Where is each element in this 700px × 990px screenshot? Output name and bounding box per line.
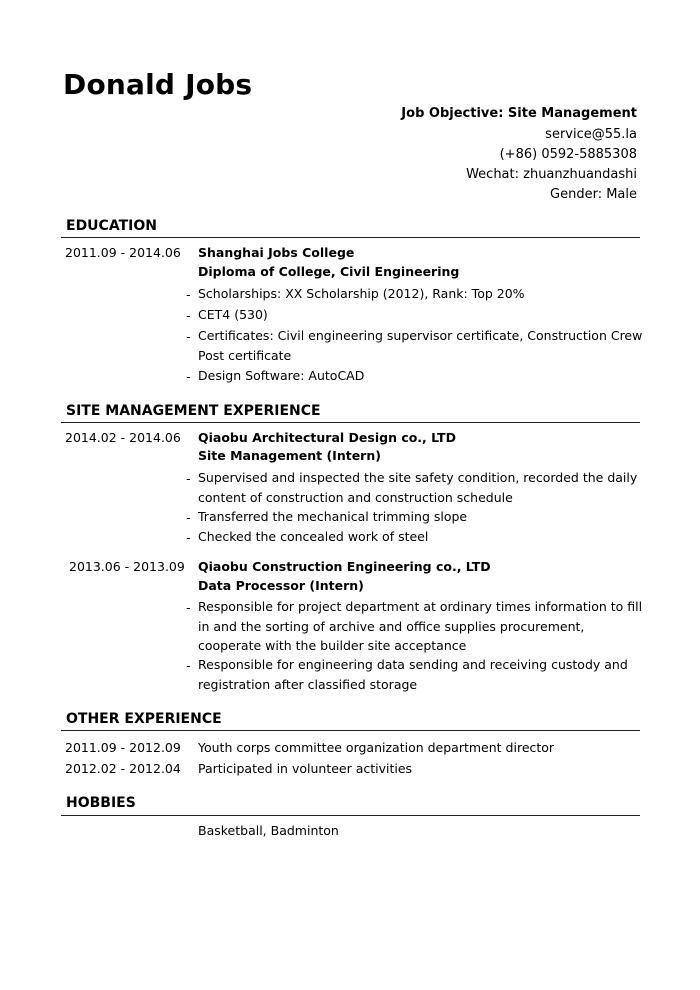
- other-experience-divider: [61, 730, 640, 731]
- job-bullet: Responsible for project department at ordinary times information to fill in and the sorting of archive and office supplies procurement, cooperate with the builder site acceptance: [198, 599, 643, 653]
- site-experience-divider: [61, 422, 640, 423]
- hobbies-heading: HOBBIES: [66, 795, 136, 811]
- bullet-dash: -: [186, 530, 191, 545]
- education-school: Shanghai Jobs College: [198, 245, 355, 260]
- job-date: 2013.06 - 2013.09: [69, 559, 185, 574]
- education-bullet: Design Software: AutoCAD: [198, 368, 365, 383]
- job-date: 2014.02 - 2014.06: [65, 430, 181, 445]
- job-role: Data Processor (Intern): [198, 578, 364, 593]
- other-text: Youth corps committee organization department director: [198, 740, 555, 755]
- gender: Gender: Male: [550, 187, 637, 202]
- bullet-dash: -: [186, 308, 191, 323]
- job-bullet: Transferred the mechanical trimming slope: [198, 509, 468, 524]
- wechat: Wechat: zhuanzhuandashi: [466, 167, 637, 182]
- bullet-dash: -: [186, 369, 191, 384]
- bullet-dash: -: [186, 329, 191, 344]
- education-bullet: CET4 (530): [198, 307, 268, 322]
- site-experience-heading: SITE MANAGEMENT EXPERIENCE: [66, 403, 321, 419]
- hobbies-text: Basketball, Badminton: [198, 823, 339, 838]
- other-date: 2012.02 - 2012.04: [65, 761, 181, 776]
- job-company: Qiaobu Architectural Design co., LTD: [198, 430, 456, 445]
- phone: (+86) 0592-5885308: [499, 147, 637, 162]
- hobbies-divider: [61, 815, 640, 816]
- other-date: 2011.09 - 2012.09: [65, 740, 181, 755]
- bullet-dash: -: [186, 287, 191, 302]
- other-text: Participated in volunteer activities: [198, 761, 413, 776]
- education-date: 2011.09 - 2014.06: [65, 245, 181, 260]
- education-degree: Diploma of College, Civil Engineering: [198, 264, 460, 279]
- resume-name: Donald Jobs: [63, 68, 253, 101]
- education-heading: EDUCATION: [66, 218, 157, 234]
- job-bullet: Responsible for engineering data sending and receiving custody and registration after classified storage: [198, 657, 628, 692]
- job-company: Qiaobu Construction Engineering co., LTD: [198, 559, 491, 574]
- job-bullet: Supervised and inspected the site safety condition, recorded the daily content of construction and construction schedule: [198, 470, 638, 505]
- email: service@55.la: [545, 127, 637, 142]
- bullet-dash: -: [186, 510, 191, 525]
- bullet-dash: -: [186, 658, 191, 673]
- other-experience-heading: OTHER EXPERIENCE: [66, 711, 222, 727]
- education-divider: [61, 237, 640, 238]
- education-bullet: Scholarships: XX Scholarship (2012), Rank: Top 20%: [198, 286, 525, 301]
- education-bullet: Certificates: Civil engineering supervisor certificate, Construction Crew Post certificate: [198, 328, 643, 363]
- bullet-dash: -: [186, 600, 191, 615]
- bullet-dash: -: [186, 471, 191, 486]
- job-objective: Job Objective: Site Management: [401, 106, 637, 121]
- job-bullet: Checked the concealed work of steel: [198, 529, 429, 544]
- job-role: Site Management (Intern): [198, 448, 381, 463]
